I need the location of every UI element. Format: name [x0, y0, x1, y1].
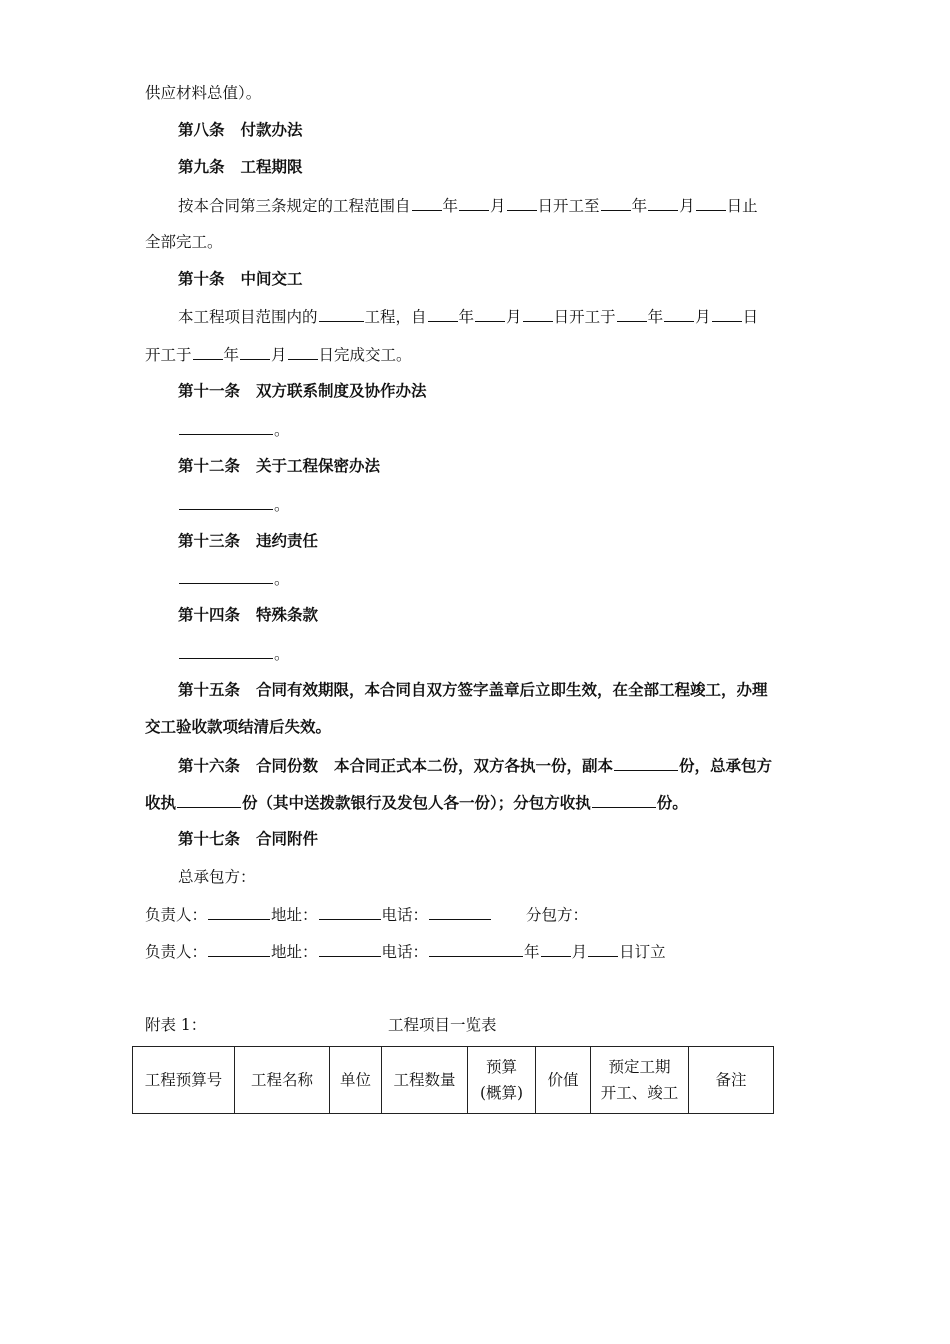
- header-remarks: 备注: [689, 1047, 774, 1114]
- header-budget-number: 工程预算号: [133, 1047, 235, 1114]
- article-16-heading: 第十六条 合同份数 本合同正式本二份，双方各执一份，副本 份，总承包方: [178, 756, 773, 775]
- article-14-heading: 第十四条 特殊条款: [178, 605, 319, 624]
- paragraph-continuation: 供应材料总值）。: [145, 84, 262, 102]
- article-8-heading: 第八条 付款办法: [178, 120, 303, 139]
- header-project-name: 工程名称: [235, 1047, 330, 1114]
- header-budget-line2: (概算): [479, 1084, 524, 1102]
- header-unit: 单位: [330, 1047, 382, 1114]
- header-schedule-line1: 预定工期: [608, 1058, 671, 1076]
- article-11-heading: 第十一条 双方联系制度及协作办法: [178, 381, 427, 400]
- header-schedule-line2: 开工、竣工: [600, 1084, 679, 1102]
- article-16-cont: 收执 份（其中送拨款银行及发包人各一份）；分包方收执 份。: [145, 793, 688, 812]
- project-list-table: [132, 1046, 774, 1114]
- article-11-blank: 。: [178, 419, 815, 440]
- article-12-blank: 。: [178, 494, 815, 515]
- appendix-label: 附表 1：: [145, 1016, 207, 1034]
- article-13-blank: 。: [178, 568, 815, 589]
- header-quantity: 工程数量: [382, 1047, 468, 1114]
- article-15-cont: 交工验收款项结清后失效。: [145, 717, 332, 736]
- article-14-blank: 。: [178, 643, 815, 664]
- contractor-label: 总承包方：: [178, 868, 256, 886]
- table-header-row: [133, 1047, 774, 1114]
- header-schedule: [591, 1047, 689, 1114]
- article-9-text-cont: 全部完工。: [145, 233, 223, 251]
- article-9-text: 按本合同第三条规定的工程范围自 年 月 日开工至 年 月 日止: [178, 197, 758, 215]
- header-value: 价值: [536, 1047, 591, 1114]
- article-15-heading: 第十五条 合同有效期限，本合同自双方签字盖章后立即生效，在全部工程竣工，办理: [178, 680, 768, 699]
- article-10-text: 本工程项目范围内的 工程，自 年 月 日开工于 年 月 日: [178, 308, 759, 326]
- article-17-heading: 第十七条 合同附件: [178, 829, 319, 848]
- contractor-signature-line: 负责人： 地址： 电话： 分包方：: [145, 906, 589, 924]
- appendix-title: 工程项目一览表: [388, 1016, 497, 1034]
- header-budget: [468, 1047, 536, 1114]
- article-13-heading: 第十三条 违约责任: [178, 531, 319, 550]
- article-12-heading: 第十二条 关于工程保密办法: [178, 456, 381, 475]
- article-9-heading: 第九条 工程期限: [178, 157, 303, 176]
- article-10-text-cont: 开工于 年 月 日完成交工。: [145, 346, 412, 364]
- header-budget-line1: 预算: [485, 1058, 517, 1076]
- subcontractor-signature-line: 负责人： 地址： 电话： 年 月 日订立: [145, 943, 666, 961]
- article-10-heading: 第十条 中间交工: [178, 269, 303, 288]
